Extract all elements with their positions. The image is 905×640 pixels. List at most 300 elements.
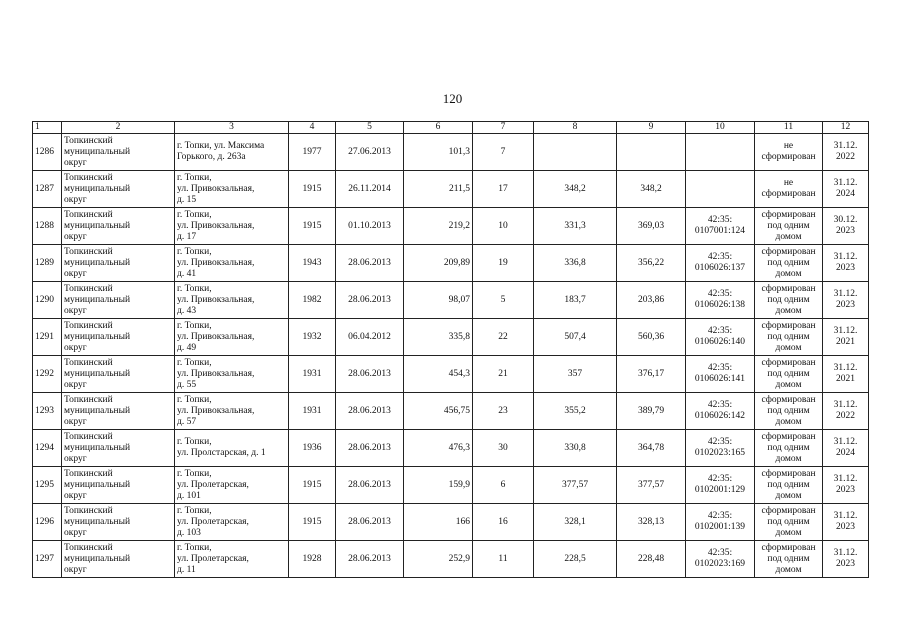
address-cell-line: г. Топки,: [177, 172, 212, 183]
status-cell: [755, 171, 823, 208]
column-header: 7: [473, 122, 534, 134]
residents-cell: 30: [473, 430, 534, 467]
status-cell-line: сформирован: [761, 394, 816, 405]
cadastral-cell: [686, 134, 755, 171]
area-cell: 211,5: [404, 171, 473, 208]
address-cell-line: г. Топки,: [177, 437, 212, 447]
cadastral-cell: [686, 208, 755, 245]
deadline-cell-line: 31.12.: [833, 548, 858, 558]
district-cell: [62, 356, 175, 393]
year-cell: 1943: [289, 245, 336, 282]
col9-cell: 560,36: [617, 319, 686, 356]
table-row: [33, 134, 869, 171]
address-cell-line: г. Топки,: [177, 394, 212, 405]
district-cell-line: округ: [64, 379, 87, 390]
district-cell-line: Топкинский: [64, 246, 113, 257]
address-cell-line: г. Топки,: [177, 209, 212, 220]
residents-cell: 23: [473, 393, 534, 430]
cadastral-cell-line: 0106026:140: [694, 337, 746, 347]
cadastral-cell-line: 0106026:141: [694, 374, 746, 384]
district-cell-line: Топкинский: [64, 468, 113, 479]
cadastral-cell: [686, 356, 755, 393]
cadastral-cell-line: 42:35:: [707, 363, 733, 373]
col8-cell: 355,2: [534, 393, 617, 430]
year-cell: 1931: [289, 356, 336, 393]
column-header: 6: [404, 122, 473, 134]
deadline-cell: [823, 208, 869, 245]
status-cell-line: сформирован: [761, 431, 816, 442]
status-cell-line: сформирован: [761, 320, 816, 331]
address-cell-line: г. Топки, ул. Максима: [177, 141, 265, 151]
cadastral-cell-line: 42:35:: [707, 289, 733, 299]
deadline-cell-line: 31.12.: [833, 289, 858, 299]
row-number: 1293: [33, 393, 62, 430]
date-cell: 01.10.2013: [336, 208, 404, 245]
col9-cell: 369,03: [617, 208, 686, 245]
cadastral-cell-line: 42:35:: [707, 474, 733, 484]
address-cell-line: ул. Пролетарская,: [177, 479, 249, 490]
cadastral-cell-line: 42:35:: [707, 400, 733, 410]
row-number: 1286: [33, 134, 62, 171]
status-cell-line: домом: [775, 527, 802, 538]
deadline-cell-line: 2021: [836, 374, 855, 384]
col9-cell: 389,79: [617, 393, 686, 430]
status-cell: [755, 319, 823, 356]
year-cell: 1915: [289, 467, 336, 504]
district-cell-line: Топкинский: [64, 172, 113, 183]
status-cell-line: домом: [775, 379, 802, 390]
address-cell-line: г. Топки,: [177, 320, 212, 331]
residents-cell: 11: [473, 541, 534, 578]
district-cell-line: муниципальный: [64, 516, 131, 527]
address-cell-line: ул. Привокзальная,: [177, 368, 255, 379]
district-cell-line: муниципальный: [64, 220, 131, 231]
address-cell-line: д. 17: [177, 231, 197, 242]
table-row: [33, 245, 869, 282]
cadastral-cell-line: 42:35:: [707, 326, 733, 336]
cadastral-cell-line: 0102023:165: [694, 448, 746, 458]
area-cell: 101,3: [404, 134, 473, 171]
deadline-cell-line: 2024: [836, 448, 855, 458]
status-cell-line: сформирован: [761, 152, 816, 162]
district-cell-line: Топкинский: [64, 394, 113, 405]
district-cell-line: Топкинский: [64, 135, 113, 146]
cadastral-cell: [686, 541, 755, 578]
address-cell-line: д. 55: [177, 379, 197, 390]
address-cell-line: Горького, д. 263а: [177, 152, 246, 162]
district-cell-line: округ: [64, 231, 87, 242]
housing-registry-table: [32, 121, 869, 578]
year-cell: 1936: [289, 430, 336, 467]
district-cell-line: округ: [64, 268, 87, 279]
row-number: 1289: [33, 245, 62, 282]
status-cell: [755, 356, 823, 393]
district-cell-line: муниципальный: [64, 405, 131, 416]
deadline-cell-line: 2022: [836, 152, 855, 162]
deadline-cell: [823, 541, 869, 578]
cadastral-cell-line: 0102001:129: [694, 485, 746, 495]
status-cell: [755, 430, 823, 467]
col9-cell: 348,2: [617, 171, 686, 208]
cadastral-cell-line: 42:35:: [707, 511, 733, 521]
year-cell: 1977: [289, 134, 336, 171]
col8-cell: 357: [534, 356, 617, 393]
address-cell: [175, 245, 289, 282]
column-header: 2: [62, 122, 175, 134]
district-cell-line: Топкинский: [64, 357, 113, 368]
district-cell-line: округ: [64, 564, 87, 575]
cadastral-cell-line: 0106026:138: [694, 300, 746, 310]
table-row: [33, 541, 869, 578]
cadastral-cell: [686, 430, 755, 467]
district-cell-line: муниципальный: [64, 368, 131, 379]
address-cell: [175, 541, 289, 578]
column-header: 9: [617, 122, 686, 134]
status-cell: [755, 208, 823, 245]
area-cell: 166: [404, 504, 473, 541]
status-cell-line: под одним: [767, 331, 810, 342]
deadline-cell-line: 31.12.: [833, 252, 858, 262]
address-cell-line: г. Топки,: [177, 505, 212, 516]
column-header: 10: [686, 122, 755, 134]
address-cell-line: ул. Привокзальная,: [177, 294, 255, 305]
cadastral-cell: [686, 282, 755, 319]
deadline-cell: [823, 504, 869, 541]
address-cell-line: ул. Пролетарская,: [177, 516, 249, 527]
date-cell: 06.04.2012: [336, 319, 404, 356]
district-cell: [62, 430, 175, 467]
district-cell-line: муниципальный: [64, 294, 131, 305]
status-cell-line: не: [783, 141, 794, 151]
cadastral-cell-line: 42:35:: [707, 215, 733, 225]
district-cell: [62, 541, 175, 578]
status-cell-line: домом: [775, 342, 802, 353]
cadastral-cell: [686, 245, 755, 282]
col8-cell: 330,8: [534, 430, 617, 467]
address-cell-line: д. 49: [177, 342, 197, 353]
status-cell-line: сформирован: [761, 505, 816, 516]
address-cell-line: ул. Привокзальная,: [177, 405, 255, 416]
table-row: [33, 356, 869, 393]
col9-cell: 328,13: [617, 504, 686, 541]
cadastral-cell-line: 42:35:: [707, 548, 733, 558]
district-cell: [62, 134, 175, 171]
date-cell: 28.06.2013: [336, 356, 404, 393]
cadastral-cell: [686, 393, 755, 430]
status-cell: [755, 245, 823, 282]
cadastral-cell-line: 42:35:: [707, 252, 733, 262]
status-cell: [755, 282, 823, 319]
cadastral-cell-line: 0102001:139: [694, 522, 746, 532]
area-cell: 456,75: [404, 393, 473, 430]
residents-cell: 17: [473, 171, 534, 208]
address-cell-line: д. 43: [177, 305, 197, 316]
address-cell-line: ул. Пролетарская,: [177, 553, 249, 564]
status-cell-line: домом: [775, 231, 802, 242]
area-cell: 159,9: [404, 467, 473, 504]
deadline-cell-line: 31.12.: [833, 178, 858, 188]
residents-cell: 16: [473, 504, 534, 541]
date-cell: 27.06.2013: [336, 134, 404, 171]
column-header: 12: [823, 122, 869, 134]
col9-cell: 356,22: [617, 245, 686, 282]
row-number: 1297: [33, 541, 62, 578]
cadastral-cell: [686, 504, 755, 541]
status-cell-line: домом: [775, 416, 802, 427]
deadline-cell-line: 2023: [836, 522, 855, 532]
status-cell: [755, 541, 823, 578]
col8-cell: 377,57: [534, 467, 617, 504]
district-cell: [62, 282, 175, 319]
deadline-cell: [823, 430, 869, 467]
district-cell-line: муниципальный: [64, 553, 131, 564]
date-cell: 28.06.2013: [336, 541, 404, 578]
district-cell: [62, 319, 175, 356]
row-number: 1294: [33, 430, 62, 467]
district-cell-line: Топкинский: [64, 505, 113, 516]
col8-cell: 328,1: [534, 504, 617, 541]
address-cell: [175, 319, 289, 356]
cadastral-cell: [686, 319, 755, 356]
column-number-row: [33, 122, 869, 134]
status-cell-line: под одним: [767, 553, 810, 564]
col9-cell: 228,48: [617, 541, 686, 578]
status-cell-line: домом: [775, 490, 802, 501]
deadline-cell-line: 31.12.: [833, 474, 858, 484]
col8-cell: [534, 134, 617, 171]
row-number: 1288: [33, 208, 62, 245]
row-number: 1292: [33, 356, 62, 393]
row-number: 1296: [33, 504, 62, 541]
deadline-cell-line: 31.12.: [833, 363, 858, 373]
district-cell-line: округ: [64, 342, 87, 353]
address-cell-line: д. 103: [177, 527, 201, 538]
status-cell-line: под одним: [767, 257, 810, 268]
area-cell: 252,9: [404, 541, 473, 578]
district-cell-line: муниципальный: [64, 257, 131, 268]
residents-cell: 5: [473, 282, 534, 319]
residents-cell: 22: [473, 319, 534, 356]
cadastral-cell-line: 0102023:169: [694, 559, 746, 569]
column-header: 3: [175, 122, 289, 134]
address-cell-line: д. 101: [177, 490, 201, 501]
cadastral-cell-line: 42:35:: [707, 437, 733, 447]
deadline-cell-line: 31.12.: [833, 511, 858, 521]
district-cell: [62, 393, 175, 430]
col8-cell: 507,4: [534, 319, 617, 356]
deadline-cell: [823, 393, 869, 430]
address-cell-line: ул. Привокзальная,: [177, 331, 255, 342]
status-cell-line: домом: [775, 453, 802, 464]
district-cell-line: муниципальный: [64, 479, 131, 490]
deadline-cell: [823, 134, 869, 171]
address-cell-line: ул. Привокзальная,: [177, 257, 255, 268]
cadastral-cell: [686, 467, 755, 504]
year-cell: 1982: [289, 282, 336, 319]
col8-cell: 331,3: [534, 208, 617, 245]
address-cell-line: ул. Пролстарская, д. 1: [177, 448, 266, 458]
district-cell: [62, 171, 175, 208]
col9-cell: [617, 134, 686, 171]
status-cell-line: сформирован: [761, 542, 816, 553]
address-cell: [175, 208, 289, 245]
status-cell-line: сформирован: [761, 189, 816, 199]
col9-cell: 377,57: [617, 467, 686, 504]
cadastral-cell-line: 0107001:124: [694, 226, 746, 236]
address-cell: [175, 171, 289, 208]
district-cell-line: Топкинский: [64, 431, 113, 442]
area-cell: 335,8: [404, 319, 473, 356]
column-header: 1: [33, 122, 62, 134]
residents-cell: 6: [473, 467, 534, 504]
col9-cell: 376,17: [617, 356, 686, 393]
status-cell: [755, 467, 823, 504]
col9-cell: 364,78: [617, 430, 686, 467]
address-cell: [175, 282, 289, 319]
address-cell-line: г. Топки,: [177, 246, 212, 257]
address-cell-line: ул. Привокзальная,: [177, 183, 255, 194]
status-cell-line: сформирован: [761, 283, 816, 294]
status-cell-line: сформирован: [761, 209, 816, 220]
district-cell-line: Топкинский: [64, 542, 113, 553]
district-cell-line: округ: [64, 157, 87, 168]
col8-cell: 336,8: [534, 245, 617, 282]
status-cell-line: под одним: [767, 442, 810, 453]
column-header: 4: [289, 122, 336, 134]
col8-cell: 348,2: [534, 171, 617, 208]
deadline-cell-line: 31.12.: [833, 141, 858, 151]
deadline-cell-line: 2023: [836, 263, 855, 273]
district-cell: [62, 245, 175, 282]
district-cell-line: Топкинский: [64, 209, 113, 220]
district-cell-line: округ: [64, 194, 87, 205]
deadline-cell-line: 31.12.: [833, 437, 858, 447]
status-cell-line: под одним: [767, 479, 810, 490]
deadline-cell-line: 2023: [836, 559, 855, 569]
district-cell: [62, 208, 175, 245]
column-header: 11: [755, 122, 823, 134]
district-cell: [62, 467, 175, 504]
row-number: 1290: [33, 282, 62, 319]
area-cell: 98,07: [404, 282, 473, 319]
date-cell: 28.06.2013: [336, 245, 404, 282]
year-cell: 1915: [289, 171, 336, 208]
district-cell-line: округ: [64, 527, 87, 538]
status-cell-line: сформирован: [761, 246, 816, 257]
col8-cell: 183,7: [534, 282, 617, 319]
col8-cell: 228,5: [534, 541, 617, 578]
address-cell-line: г. Топки,: [177, 283, 212, 294]
deadline-cell: [823, 356, 869, 393]
page-number: 120: [442, 91, 463, 106]
status-cell-line: под одним: [767, 368, 810, 379]
residents-cell: 7: [473, 134, 534, 171]
deadline-cell: [823, 171, 869, 208]
deadline-cell: [823, 245, 869, 282]
table-row: [33, 430, 869, 467]
address-cell-line: д. 15: [177, 194, 197, 205]
deadline-cell-line: 2023: [836, 485, 855, 495]
deadline-cell: [823, 282, 869, 319]
status-cell-line: под одним: [767, 405, 810, 416]
address-cell: [175, 356, 289, 393]
deadline-cell-line: 2023: [836, 226, 855, 236]
status-cell-line: под одним: [767, 220, 810, 231]
address-cell-line: г. Топки,: [177, 542, 212, 553]
address-cell-line: д. 57: [177, 416, 197, 427]
district-cell-line: округ: [64, 305, 87, 316]
district-cell-line: округ: [64, 490, 87, 501]
deadline-cell-line: 30.12.: [833, 215, 858, 225]
year-cell: 1932: [289, 319, 336, 356]
district-cell: [62, 504, 175, 541]
status-cell-line: сформирован: [761, 468, 816, 479]
date-cell: 28.06.2013: [336, 393, 404, 430]
district-cell-line: Топкинский: [64, 283, 113, 294]
deadline-cell-line: 2023: [836, 300, 855, 310]
col9-cell: 203,86: [617, 282, 686, 319]
residents-cell: 21: [473, 356, 534, 393]
row-number: 1287: [33, 171, 62, 208]
deadline-cell: [823, 319, 869, 356]
address-cell: [175, 134, 289, 171]
status-cell-line: не: [783, 178, 794, 188]
year-cell: 1915: [289, 208, 336, 245]
table-body: [33, 134, 869, 578]
address-cell: [175, 430, 289, 467]
column-header: 8: [534, 122, 617, 134]
status-cell-line: под одним: [767, 294, 810, 305]
address-cell: [175, 467, 289, 504]
status-cell-line: домом: [775, 268, 802, 279]
area-cell: 219,2: [404, 208, 473, 245]
address-cell-line: д. 41: [177, 268, 197, 279]
district-cell-line: округ: [64, 416, 87, 427]
district-cell-line: округ: [64, 453, 87, 464]
year-cell: 1931: [289, 393, 336, 430]
address-cell-line: ул. Привокзальная,: [177, 220, 255, 231]
deadline-cell-line: 2024: [836, 189, 855, 199]
district-cell-line: муниципальный: [64, 146, 131, 157]
address-cell: [175, 393, 289, 430]
address-cell-line: д. 11: [177, 564, 196, 575]
status-cell: [755, 393, 823, 430]
column-header: 5: [336, 122, 404, 134]
year-cell: 1915: [289, 504, 336, 541]
cadastral-cell-line: 0106026:137: [694, 263, 746, 273]
status-cell-line: под одним: [767, 516, 810, 527]
deadline-cell-line: 31.12.: [833, 326, 858, 336]
year-cell: 1928: [289, 541, 336, 578]
table-row: [33, 467, 869, 504]
district-cell-line: муниципальный: [64, 442, 131, 453]
status-cell-line: домом: [775, 305, 802, 316]
date-cell: 28.06.2013: [336, 282, 404, 319]
address-cell-line: г. Топки,: [177, 357, 212, 368]
cadastral-cell: [686, 171, 755, 208]
table-row: [33, 171, 869, 208]
cadastral-cell-line: 0106026:142: [694, 411, 746, 421]
deadline-cell-line: 2021: [836, 337, 855, 347]
deadline-cell-line: 2022: [836, 411, 855, 421]
table-row: [33, 393, 869, 430]
residents-cell: 10: [473, 208, 534, 245]
status-cell: [755, 504, 823, 541]
table-row: [33, 319, 869, 356]
address-cell-line: г. Топки,: [177, 468, 212, 479]
date-cell: 28.06.2013: [336, 467, 404, 504]
table-row: [33, 504, 869, 541]
